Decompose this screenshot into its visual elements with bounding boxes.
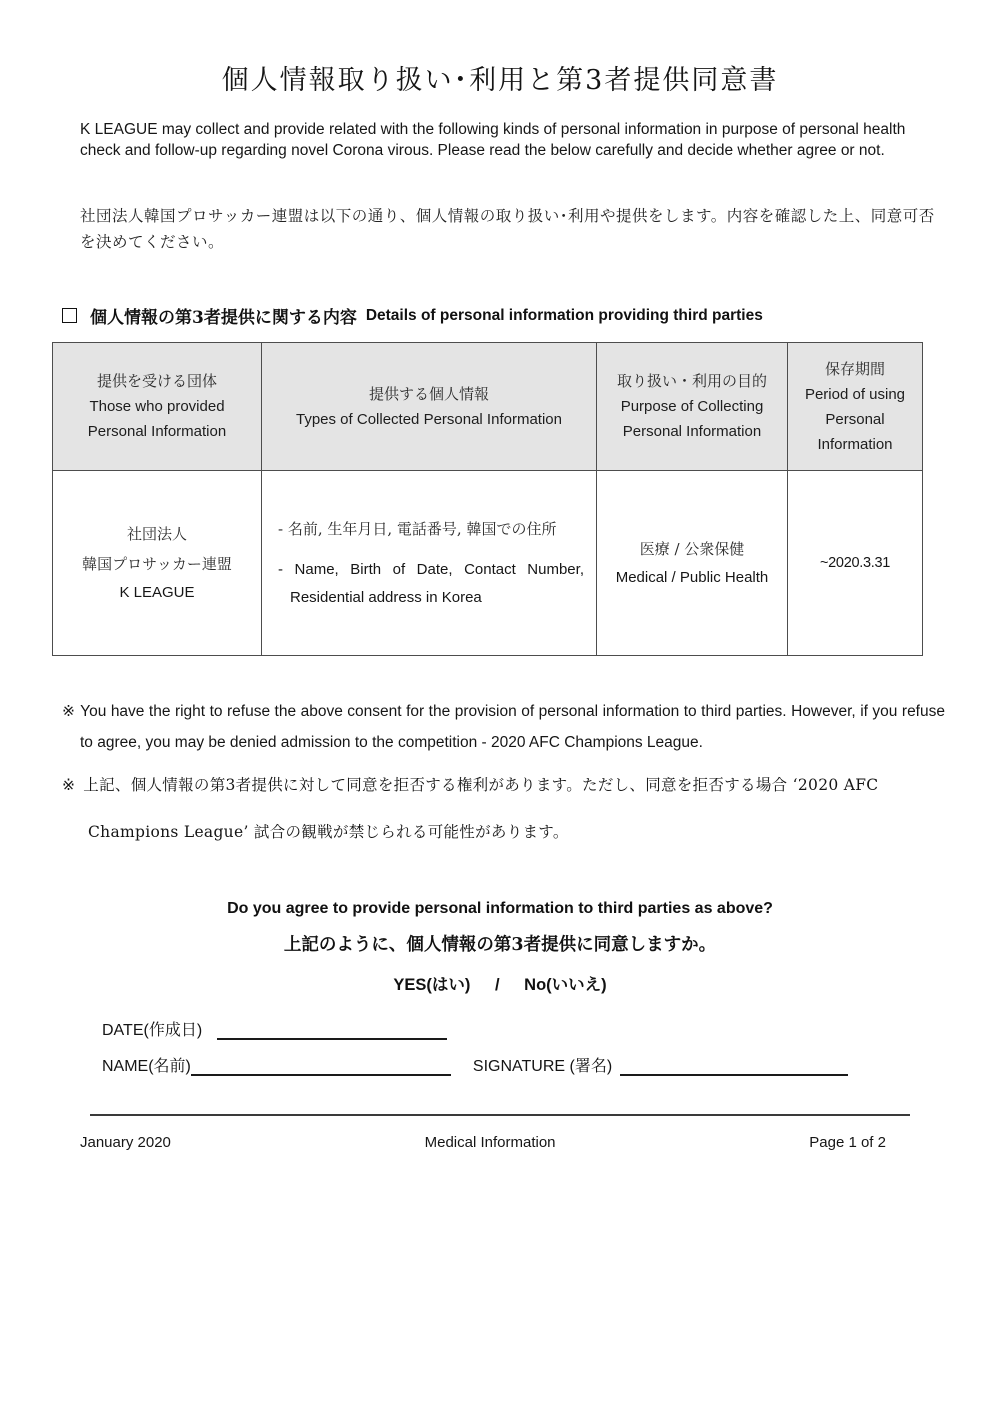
cell-organization: [53, 471, 262, 656]
table-row: [53, 471, 923, 656]
table-header-row: [53, 343, 923, 471]
name-field-row: [102, 1053, 1000, 1076]
document-title: 個人情報取り扱い･利用と第3者提供同意書: [221, 65, 779, 96]
refusal-note-jp: [62, 762, 945, 856]
col-header-provided-to-en: Those who provided Personal Information: [87, 398, 227, 440]
third-party-info-table: [52, 342, 923, 656]
note-marker-icon: ※: [62, 703, 76, 720]
section-checkbox[interactable]: [62, 308, 77, 323]
purpose-jp: 医療 / 公衆保健: [639, 540, 745, 558]
yes-no-choice: [0, 971, 1000, 995]
footer-date: January 2020: [80, 1134, 171, 1151]
footer-page-number: Page 1 of 2: [809, 1134, 886, 1151]
col-header-purpose-jp: 取り扱い・利用の目的: [616, 372, 767, 390]
purpose-en: Medical / Public Health: [615, 569, 769, 586]
organization-jp-line2: 韓国プロサッカー連盟: [82, 555, 232, 573]
date-label: DATE(作成日): [102, 1022, 203, 1039]
intro-paragraph-jp: 社団法人韓国プロサッカー連盟は以下の通り、個人情報の取り扱い･利用や提供をします。内容を確認した上、同意可否を決めてください。: [80, 207, 935, 251]
col-header-types: [262, 343, 597, 471]
col-header-types-en: Types of Collected Personal Information: [296, 410, 562, 428]
col-header-purpose: [597, 343, 788, 471]
footer-doc-type: Medical Information: [424, 1134, 556, 1151]
date-input-line[interactable]: [217, 1025, 447, 1040]
refusal-note-en: [62, 696, 945, 758]
organization-en: K LEAGUE: [119, 584, 195, 601]
cell-info-types: [262, 471, 597, 656]
col-header-period-jp: 保存期間: [824, 359, 885, 378]
signature-fields: [102, 1017, 1000, 1076]
signature-input-line[interactable]: [620, 1061, 848, 1076]
col-header-period-en: Period of using Personal Information: [804, 385, 906, 453]
section-heading: [62, 303, 1000, 328]
yes-no-separator: /: [494, 976, 500, 994]
organization-jp-line1: 社団法人: [126, 525, 187, 543]
col-header-purpose-en: Purpose of Collecting Personal Information: [620, 398, 764, 440]
cell-period: [788, 471, 923, 656]
period-value: ~2020.3.31: [820, 555, 890, 571]
intro-paragraph-en: K LEAGUE may collect and provide related with the following kinds of personal information in purpose of personal health check and follow-up regarding novel Corona virous. Please read the below carefully and decide whether agree or not.: [80, 121, 906, 159]
yes-option[interactable]: YES(はい): [393, 976, 471, 994]
name-input-line[interactable]: [191, 1061, 451, 1076]
no-option[interactable]: No(いいえ): [524, 976, 607, 994]
col-header-provided-to: [53, 343, 262, 471]
agreement-question-en: Do you agree to provide personal information to third parties as above?: [227, 900, 773, 917]
col-header-period: [788, 343, 923, 471]
refusal-note-en-text: You have the right to refuse the above consent for the provision of personal information to third parties. However, if you refuse to agree, you may be denied admission to the competition - 2020 AFC Champions League.: [80, 703, 945, 751]
cell-purpose: [597, 471, 788, 656]
section-heading-en: Details of personal information providing third parties: [365, 306, 763, 324]
section-heading-jp: 個人情報の第3者提供に関する内容: [90, 308, 357, 328]
name-label: NAME(名前): [102, 1058, 191, 1075]
info-types-en: - Name, Birth of Date, Contact Number, Residential address in Korea: [278, 561, 584, 606]
agreement-question-jp: 上記のように、個人情報の第3者提供に同意しますか。: [283, 935, 717, 955]
note-marker-icon: ※: [62, 776, 76, 794]
col-header-types-jp: 提供する個人情報: [368, 384, 489, 403]
refusal-note-jp-text: 上記、個人情報の第3者提供に対して同意を拒否する権利があります。ただし、同意を拒否する場合 ‘2020 AFC Champions League’ 試合の観戦が禁じられる可能性があります。: [83, 776, 879, 841]
footer-divider: [90, 1114, 910, 1116]
col-header-provided-to-jp: 提供を受ける団体: [96, 372, 217, 390]
info-types-jp: - 名前, 生年月日, 電話番号, 韓国での住所: [278, 520, 557, 538]
signature-label: SIGNATURE (署名): [472, 1058, 613, 1075]
page-footer: [80, 1134, 886, 1151]
date-field-row: [102, 1017, 1000, 1040]
